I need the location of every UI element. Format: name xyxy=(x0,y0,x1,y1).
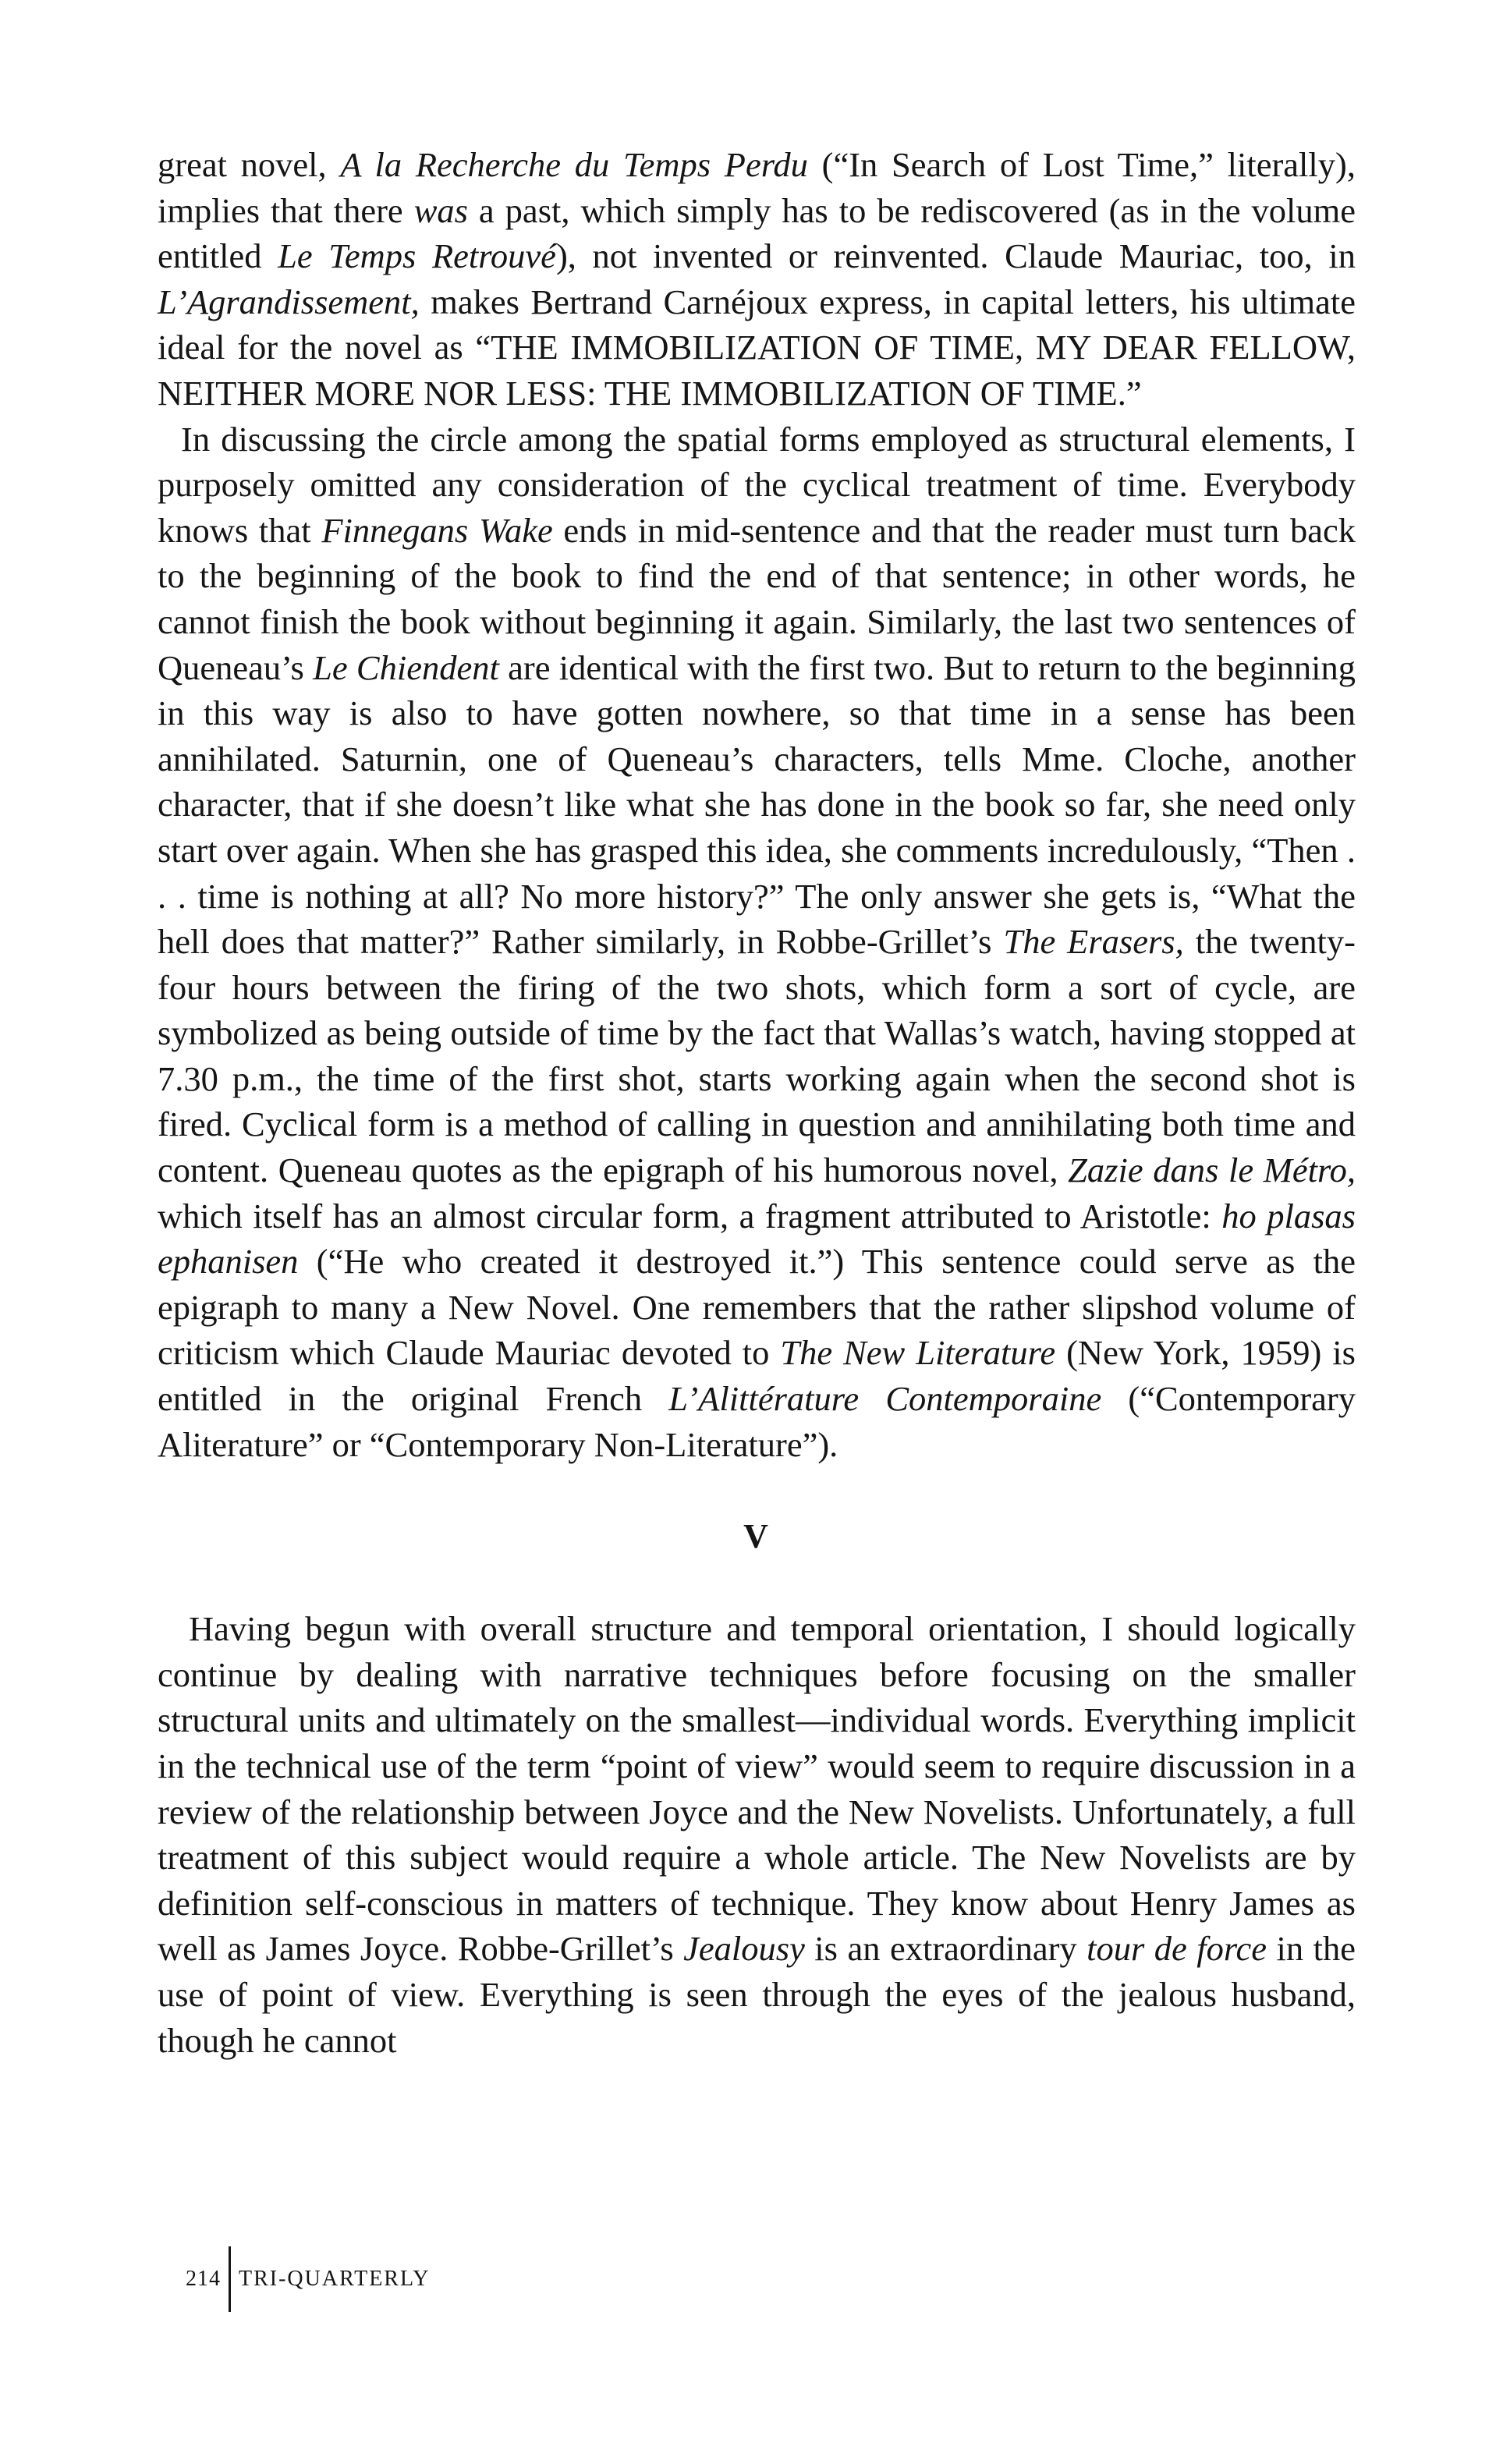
paragraph-cyclical-time xyxy=(158,417,1356,1468)
italic-phrase: tour de force xyxy=(1087,1929,1267,1969)
text-run: (“In Search of Lost Time,” literally), implies that there xyxy=(158,145,1356,230)
paragraph-narrative-techniques xyxy=(158,1606,1356,2063)
italic-title: L’Alittérature Contemporaine xyxy=(668,1379,1102,1419)
italic-emphasis: was xyxy=(413,190,468,230)
text-run: (New York, 1959) is entitled in the original French xyxy=(158,1333,1356,1419)
text-run: is an extraordinary xyxy=(804,1929,1087,1969)
text-run: In discussing the circle among the spatial forms employed as structural elements, I purposely omitted any consideration of the cyclical treatment of time. Everybody knows that xyxy=(158,419,1356,550)
italic-title: Finnegans Wake xyxy=(321,510,553,550)
running-head: TRI-QUARTERLY xyxy=(239,2267,431,2291)
page-body xyxy=(158,142,1356,2063)
page-number: 214 xyxy=(186,2267,221,2291)
footer-divider xyxy=(229,2246,231,2312)
section-heading: V xyxy=(743,1517,770,1556)
italic-phrase: ho plasas ephanisen xyxy=(158,1196,1356,1282)
text-run: ), not invented or reinvented. Claude Mauriac, too, in xyxy=(555,236,1356,276)
text-run: in the use of point of view. Everything is seen through the eyes of the jealous husband, though he cannot xyxy=(158,1929,1356,2060)
text-run: which itself has an almost circular form, a fragment attributed to Aristotle: xyxy=(158,1196,1222,1236)
text-run: makes Bertrand Carnéjoux express, in capital letters, his ultimate ideal for the novel as “THE IMMOBILIZATION OF TIME, MY DEAR FELLOW, NEITHER MORE NOR LESS: THE IMMOBILIZATION OF TIME.” xyxy=(158,282,1356,413)
italic-title: Le Temps Retrouvé xyxy=(278,236,556,276)
text-run: the twenty-four hours between the firing of the two shots, which form a sort of cycle, are symbolized as being outside of time by the fact that Wallas’s watch, having stopped at 7.30 p.m., the time of the first shot, starts working again when the second shot is fired. Cyclical form is a method of calling in question and annihilating both time and content. Queneau quotes as the epigraph of his humorous novel, xyxy=(158,922,1356,1190)
page-footer xyxy=(186,2246,431,2312)
italic-title: Zazie dans le Métro, xyxy=(1068,1150,1356,1190)
text-run: ends in mid-sentence and that the reader must turn back to the beginning of the book to find the end of that sentence; in other words, he cannot finish the book without beginning it again. Similarly, the last two sentences of Queneau’s xyxy=(158,510,1356,687)
italic-title: Jealousy xyxy=(683,1929,805,1969)
italic-title: The New Literature xyxy=(780,1333,1056,1373)
italic-title: L’Agrandissement, xyxy=(158,282,420,321)
text-run: are identical with the first two. But to return to the beginning in this way is also to have gotten nowhere, so that time in a sense has been annihilated. Saturnin, one of Queneau’s characters, tells Mme. Cloche, another character, that if she doesn’t like what she has done in the book so far, she need only start over again. When she has grasped this idea, she comments incredulously, “Then . . . time is nothing at all? No more history?” The only answer she gets is, “What the hell does that matter?” Rather similarly, in Robbe-Grillet’s xyxy=(158,647,1356,962)
text-run: (“He who created it destroyed it.”) This sentence could serve as the epigraph to many a New Novel. One remembers that the rather slipshod volume of criticism which Claude Mauriac devoted to xyxy=(158,1242,1356,1373)
text-run: a past, which simply has to be rediscovered (as in the volume entitled xyxy=(158,190,1356,276)
text-run: (“Contemporary Aliterature” or “Contemporary Non-Literature”). xyxy=(158,1379,1356,1464)
text-run: Having begun with overall structure and temporal orientation, I should logically continue by dealing with narrative techniques before focusing on the smaller structural units and ultimately on the smallest—individual words. Everything implicit in the technical use of the term “point of view” would seem to require discussion in a review of the relationship between Joyce and the New Novelists. Unfortunately, a full treatment of this subject would require a whole article. The New Novelists are by definition self-conscious in matters of technique. They know about Henry James as well as James Joyce. Robbe-Grillet’s xyxy=(158,1609,1356,1969)
text-run: great novel, xyxy=(158,145,341,184)
italic-title: A la Recherche du Temps Perdu xyxy=(340,145,808,184)
italic-title: The Erasers, xyxy=(1003,922,1184,962)
paragraph-continued xyxy=(158,142,1356,417)
italic-title: Le Chiendent xyxy=(313,647,499,687)
